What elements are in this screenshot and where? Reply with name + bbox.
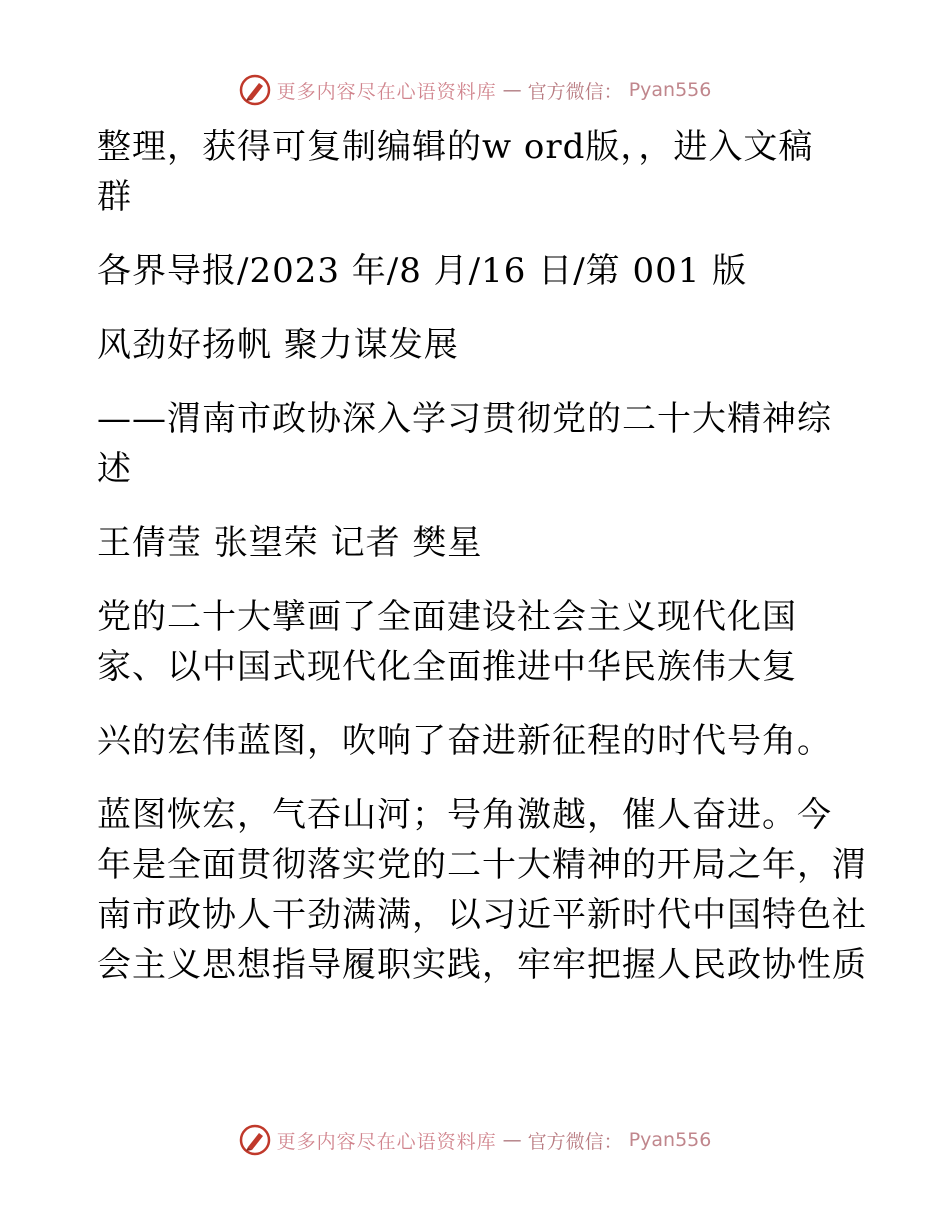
text-line: 王倩莹 张望荣 记者 樊星 — [97, 523, 483, 563]
watermark-main-text: 更多内容尽在心语资料库 — [276, 1130, 497, 1153]
footer-watermark — [0, 1124, 950, 1156]
pen-logo-icon — [239, 1124, 271, 1156]
header-watermark — [0, 74, 950, 106]
watermark-contact-label: 官方微信： — [527, 1130, 623, 1153]
document-body — [97, 122, 867, 990]
text-line: 风劲好扬帆 聚力谋发展 — [97, 325, 459, 365]
text-line: 党的二十大擘画了全面建设社会主义现代化国 — [97, 597, 797, 637]
text-line: 述 — [97, 449, 132, 489]
text-line: 各界导报/2023 年/8 月/16 日/第 001 版 — [97, 251, 748, 291]
text-line: ——渭南市政协深入学习贯彻党的二十大精神综 — [97, 399, 832, 439]
watermark-separator: — — [502, 1129, 522, 1151]
watermark-main-text: 更多内容尽在心语资料库 — [276, 80, 497, 103]
watermark-contact-id: Pyan556 — [628, 1129, 712, 1151]
text-line: 整理，获得可复制编辑的w ord版，，进入文稿 — [97, 127, 814, 167]
watermark-contact-label: 官方微信： — [527, 80, 623, 103]
text-line: 兴的宏伟蓝图，吹响了奋进新征程的时代号角。 — [97, 721, 832, 761]
watermark-separator: — — [502, 79, 522, 101]
pen-logo-icon — [239, 74, 271, 106]
text-line: 南市政协人干劲满满，以习近平新时代中国特色社 — [97, 895, 867, 935]
text-line: 蓝图恢宏，气吞山河；号角激越，催人奋进。今 — [97, 795, 832, 835]
text-line: 会主义思想指导履职实践，牢牢把握人民政协性质 — [97, 945, 867, 985]
text-line: 年是全面贯彻落实党的二十大精神的开局之年，渭 — [97, 845, 867, 885]
watermark-contact-id: Pyan556 — [628, 79, 712, 101]
text-line: 家、以中国式现代化全面推进中华民族伟大复 — [97, 647, 797, 687]
text-line: 群 — [97, 177, 132, 217]
